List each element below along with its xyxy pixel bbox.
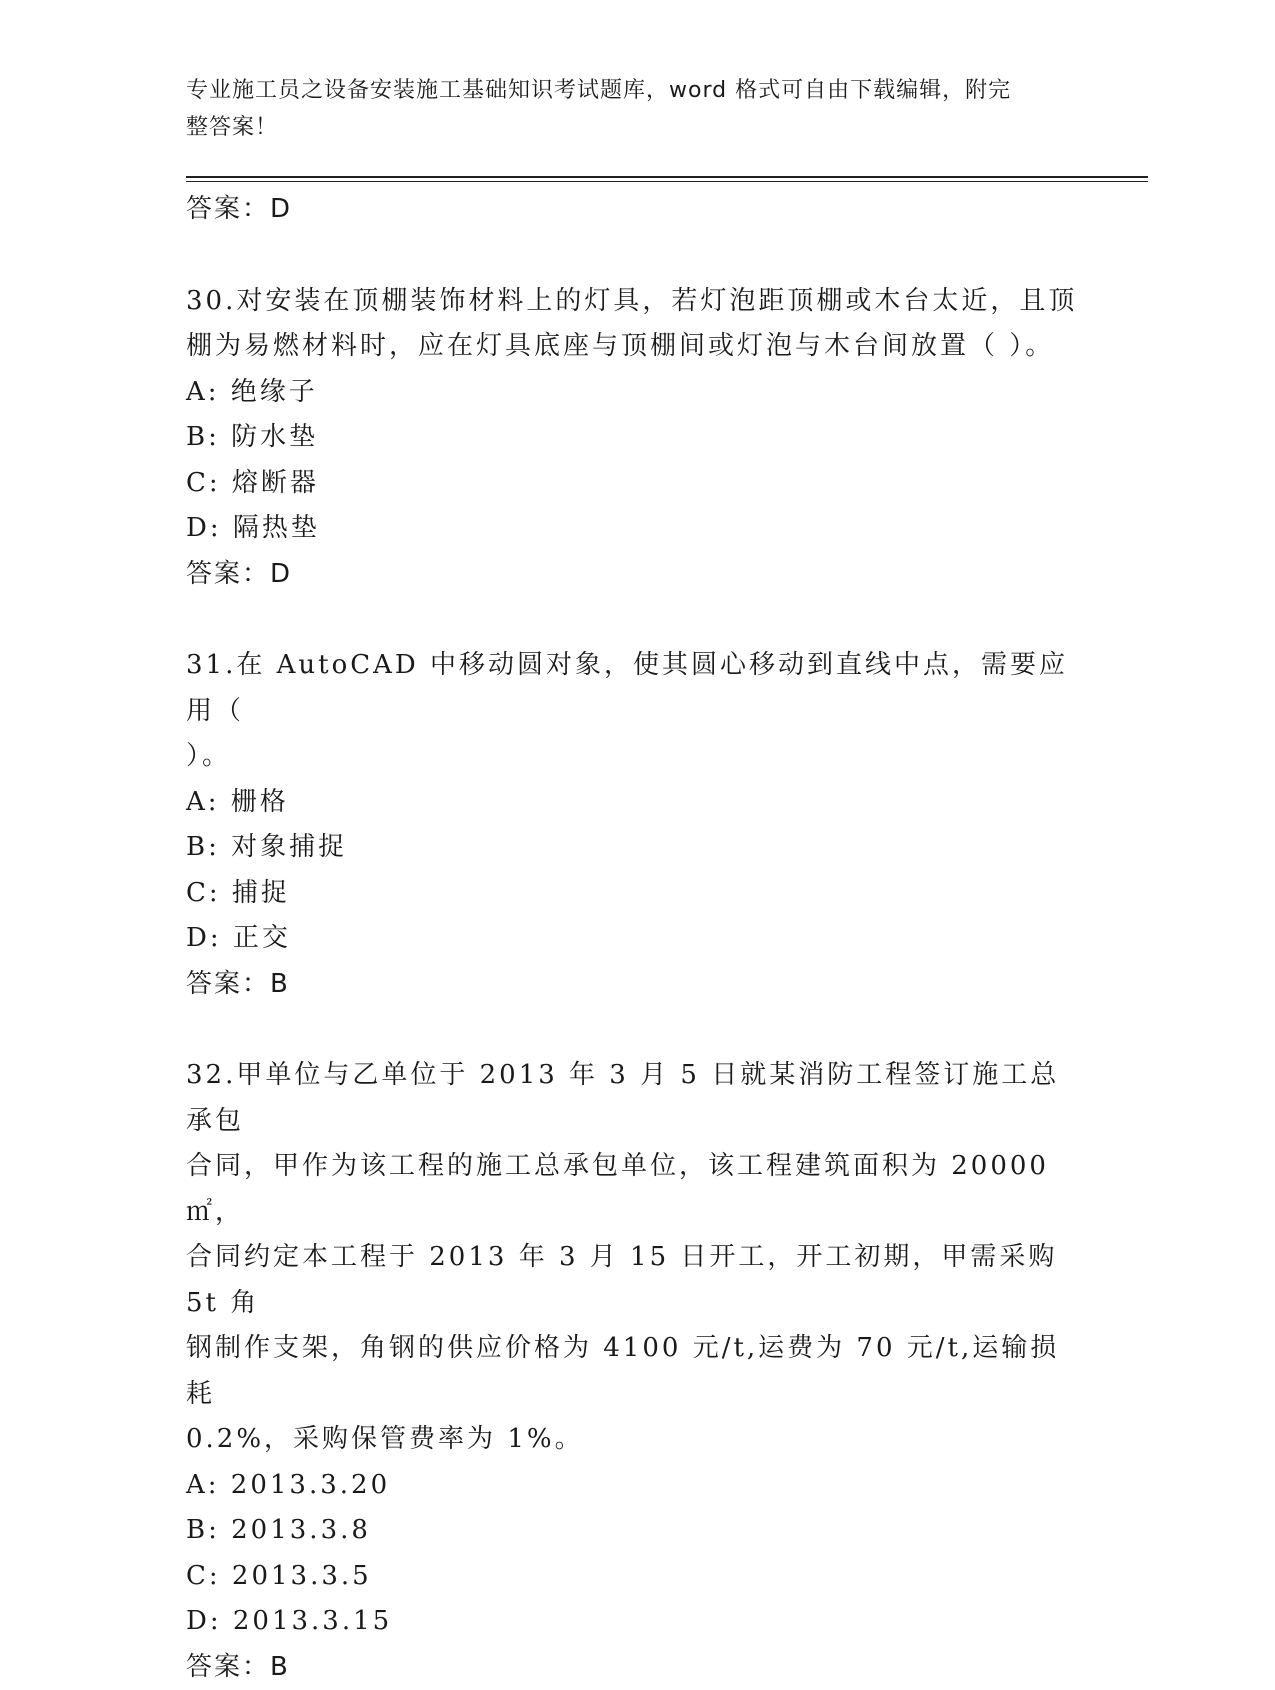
option-c: C: 2013.3.5 bbox=[186, 1554, 1086, 1600]
header-divider-thick bbox=[186, 176, 1148, 178]
option-c: C: 熔断器 bbox=[186, 461, 1086, 507]
option-d: D: 2013.3.15 bbox=[186, 1599, 1086, 1645]
option-b: B: 2013.3.8 bbox=[186, 1508, 1086, 1554]
answer-line: 答案：D bbox=[186, 552, 1086, 598]
option-d: D: 正交 bbox=[186, 916, 1086, 962]
spacer bbox=[186, 233, 1086, 279]
question-32 bbox=[186, 1053, 1086, 1690]
question-list bbox=[186, 187, 1086, 1690]
question-stem-line: ）。 bbox=[186, 734, 1086, 780]
question-stem-line: 合同约定本工程于 2013 年 3 月 15 日开工，开工初期，甲需采购 5t 角 bbox=[186, 1235, 1086, 1326]
option-a: A: 栅格 bbox=[186, 780, 1086, 826]
question-stem-line: 32.甲单位与乙单位于 2013 年 3 月 5 日就某消防工程签订施工总承包 bbox=[186, 1053, 1086, 1144]
question-stem-line: 棚为易燃材料时，应在灯具底座与顶棚间或灯泡与木台间放置（ ）。 bbox=[186, 324, 1086, 370]
question-stem-line: 0.2%，采购保管费率为 1%。 bbox=[186, 1417, 1086, 1463]
question-30 bbox=[186, 279, 1086, 598]
option-d: D: 隔热垫 bbox=[186, 506, 1086, 552]
answer-line: 答案：B bbox=[186, 1645, 1086, 1690]
question-31 bbox=[186, 643, 1086, 1007]
spacer bbox=[186, 1007, 1086, 1053]
question-stem-line: 钢制作支架，角钢的供应价格为 4100 元/t,运费为 70 元/t,运输损耗 bbox=[186, 1326, 1086, 1417]
option-c: C: 捕捉 bbox=[186, 871, 1086, 917]
spacer bbox=[186, 597, 1086, 643]
question-stem-line: 31.在 AutoCAD 中移动圆对象，使其圆心移动到直线中点，需要应用（ bbox=[186, 643, 1086, 734]
header-line-2: 整答案！ bbox=[186, 109, 1066, 146]
option-b: B: 对象捕捉 bbox=[186, 825, 1086, 871]
previous-answer: 答案：D bbox=[186, 187, 1086, 233]
question-stem-line: 合同，甲作为该工程的施工总承包单位，该工程建筑面积为 20000㎡， bbox=[186, 1144, 1086, 1235]
option-a: A: 绝缘子 bbox=[186, 370, 1086, 416]
option-b: B: 防水垫 bbox=[186, 415, 1086, 461]
header-divider-thin bbox=[186, 181, 1148, 182]
header-line-1: 专业施工员之设备安装施工基础知识考试题库，word 格式可自由下载编辑，附完 bbox=[186, 72, 1066, 109]
answer-line: 答案：B bbox=[186, 962, 1086, 1008]
question-stem-line: 30.对安装在顶棚装饰材料上的灯具，若灯泡距顶棚或木台太近，且顶 bbox=[186, 279, 1086, 325]
option-a: A: 2013.3.20 bbox=[186, 1463, 1086, 1509]
document-header bbox=[186, 72, 1066, 146]
